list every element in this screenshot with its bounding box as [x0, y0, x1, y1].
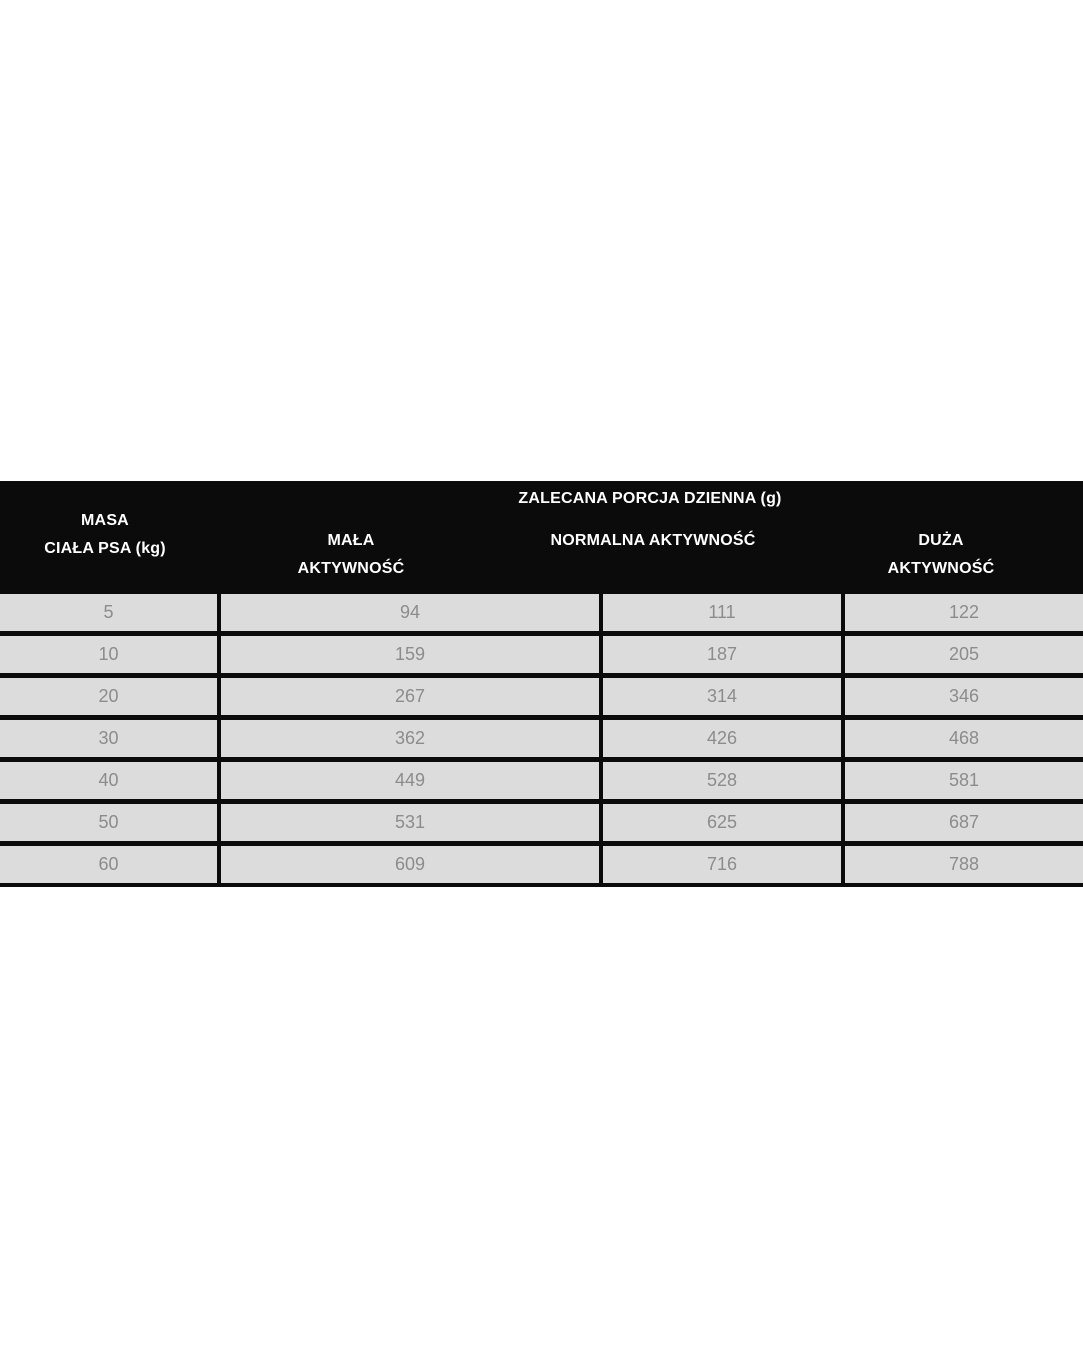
table-cell: 5: [0, 594, 217, 631]
table-cell: 468: [845, 720, 1083, 757]
table-cell: 426: [603, 720, 841, 757]
header-col-low-activity: [298, 527, 405, 583]
table-cell: 60: [0, 846, 217, 883]
table-cell: 187: [603, 636, 841, 673]
header-col-high-activity: [888, 527, 995, 583]
table-cell: 314: [603, 678, 841, 715]
header-col-body-weight-line1: MASA: [81, 512, 129, 529]
table-cell: 159: [221, 636, 599, 673]
table-cell: 716: [603, 846, 841, 883]
table-cell: 788: [845, 846, 1083, 883]
header-col-high-activity-line1: DUŻA: [918, 532, 964, 549]
header-col-low-activity-line2: AKTYWNOŚĆ: [297, 560, 405, 577]
table-header: [0, 481, 1083, 594]
table-body: [0, 594, 1083, 887]
table-cell: 10: [0, 636, 217, 673]
table-cell: 346: [845, 678, 1083, 715]
header-col-body-weight-line2: CIAŁA PSA (kg): [44, 540, 166, 557]
table-cell: 625: [603, 804, 841, 841]
table-cell: 111: [603, 594, 841, 631]
table-cell: 449: [221, 762, 599, 799]
table-cell: 609: [221, 846, 599, 883]
table-cell: 94: [221, 594, 599, 631]
header-col-body-weight: [44, 507, 166, 563]
table-cell: 528: [603, 762, 841, 799]
header-col-normal-activity: NORMALNA AKTYWNOŚĆ: [550, 532, 756, 549]
header-col-high-activity-line2: AKTYWNOŚĆ: [887, 560, 995, 577]
table-title: ZALECANA PORCJA DZIENNA (g): [518, 490, 782, 507]
table-cell: 267: [221, 678, 599, 715]
table-cell: 362: [221, 720, 599, 757]
header-col-low-activity-line1: MAŁA: [327, 532, 375, 549]
table-cell: 30: [0, 720, 217, 757]
table-cell: 20: [0, 678, 217, 715]
table-cell: 50: [0, 804, 217, 841]
table-cell: 531: [221, 804, 599, 841]
table-cell: 581: [845, 762, 1083, 799]
table-cell: 687: [845, 804, 1083, 841]
table-cell: 122: [845, 594, 1083, 631]
table-cell: 40: [0, 762, 217, 799]
table-cell: 205: [845, 636, 1083, 673]
